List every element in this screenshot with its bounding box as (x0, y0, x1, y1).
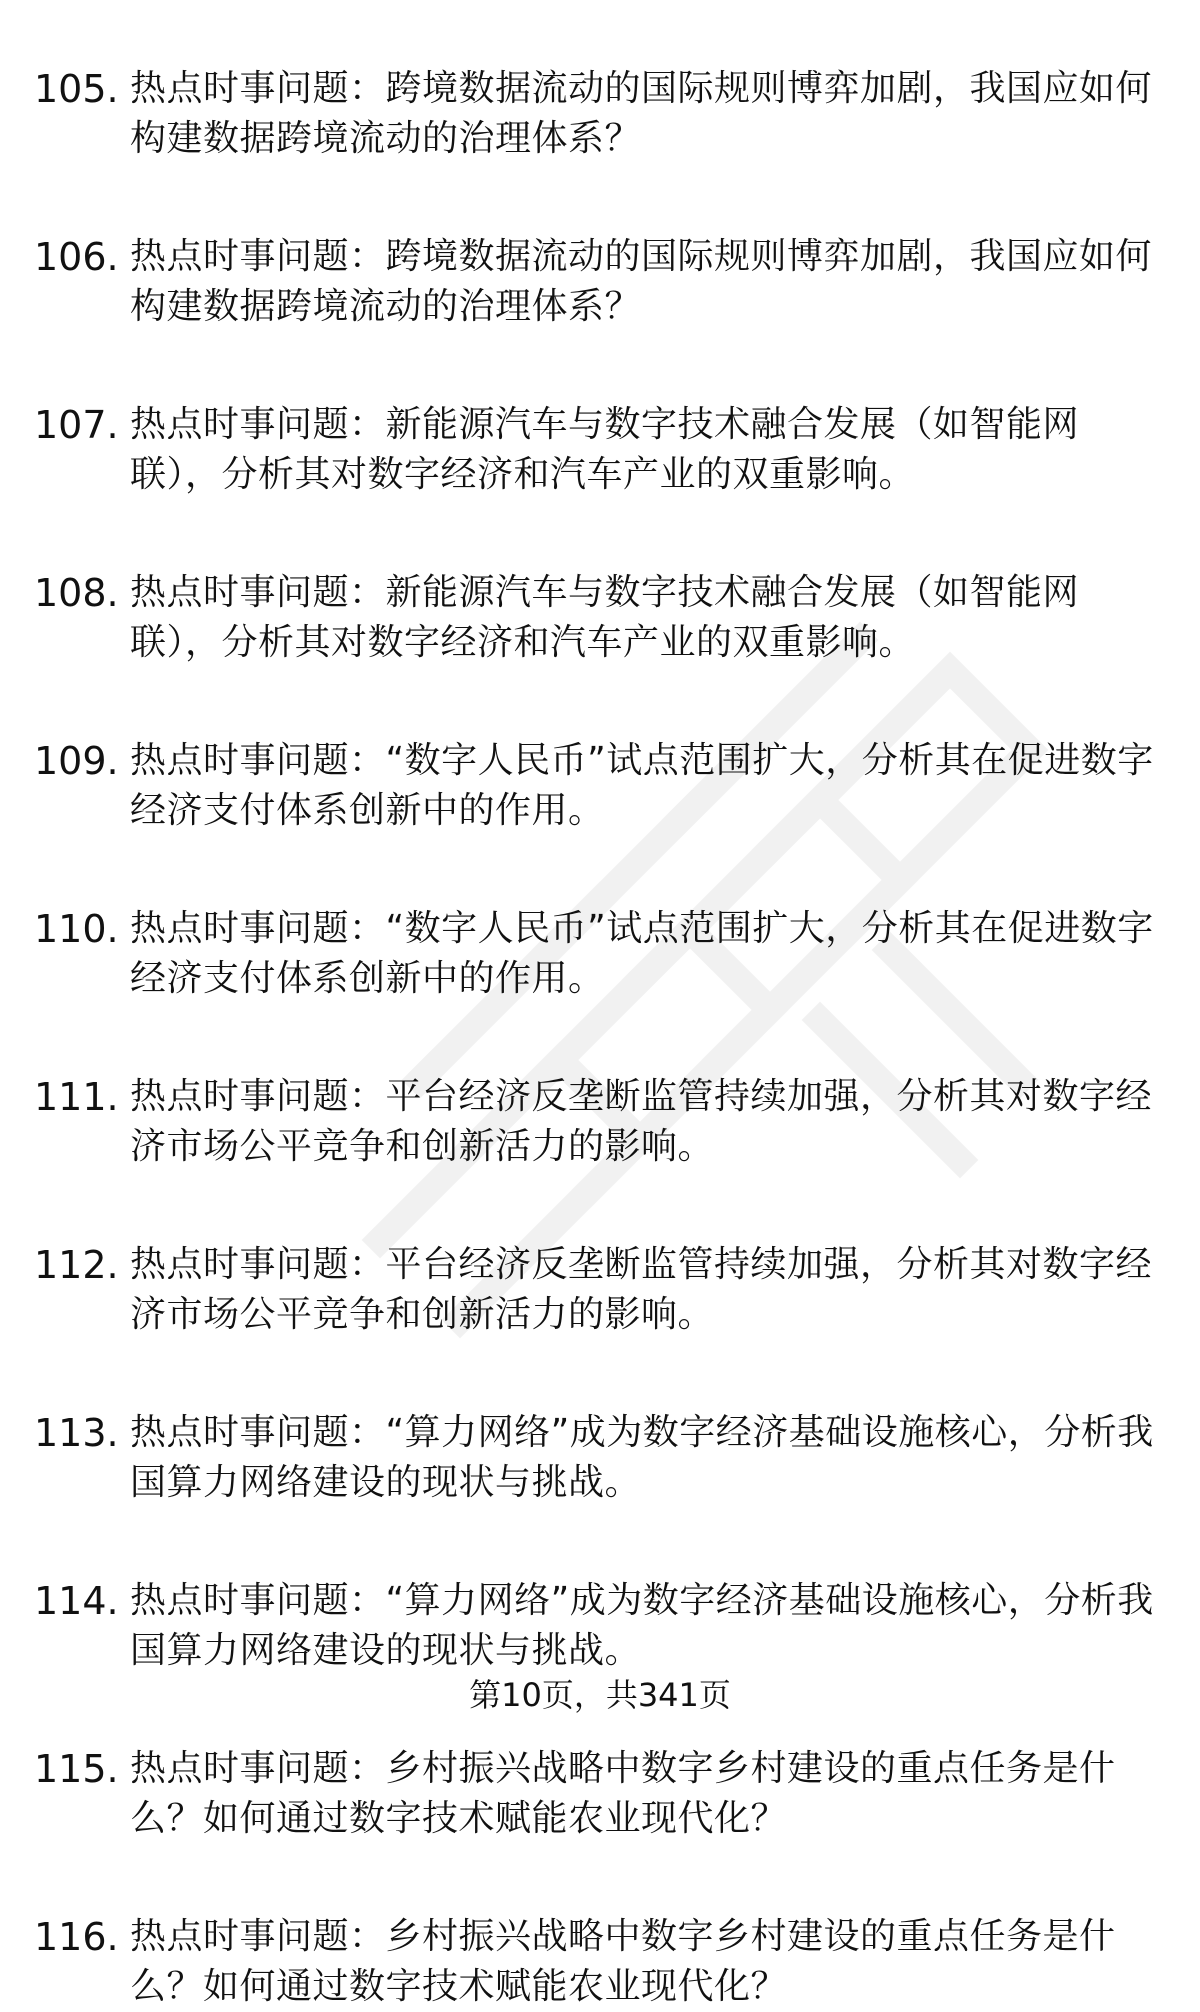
list-item (34, 400, 1164, 500)
question-list (34, 64, 1164, 2012)
item-number: 112. (34, 1243, 119, 1287)
item-number: 114. (34, 1579, 119, 1623)
list-item (34, 904, 1164, 1004)
item-number: 106. (34, 235, 119, 279)
list-item (34, 1912, 1164, 2012)
item-text: 热点时事问题：新能源汽车与数字技术融合发展（如智能网联），分析其对数字经济和汽车产业的双重影响。 (130, 404, 1080, 495)
item-text: 热点时事问题：“算力网络”成为数字经济基础设施核心，分析我国算力网络建设的现状与挑战。 (130, 1580, 1154, 1671)
item-number: 115. (34, 1747, 119, 1791)
item-text: 热点时事问题：平台经济反垄断监管持续加强，分析其对数字经济市场公平竞争和创新活力的影响。 (130, 1244, 1153, 1335)
list-item (34, 1072, 1164, 1172)
item-text: 热点时事问题：“数字人民币”试点范围扩大，分析其在促进数字经济支付体系创新中的作用。 (130, 908, 1154, 999)
item-text: 热点时事问题：“数字人民币”试点范围扩大，分析其在促进数字经济支付体系创新中的作用。 (130, 740, 1154, 831)
list-item (34, 568, 1164, 668)
item-number: 109. (34, 739, 119, 783)
item-text: 热点时事问题：平台经济反垄断监管持续加强，分析其对数字经济市场公平竞争和创新活力的影响。 (130, 1076, 1153, 1167)
list-item (34, 64, 1164, 164)
item-number: 105. (34, 67, 119, 111)
item-text: 热点时事问题：新能源汽车与数字技术融合发展（如智能网联），分析其对数字经济和汽车产业的双重影响。 (130, 572, 1080, 663)
item-text: 热点时事问题：跨境数据流动的国际规则博弈加剧，我国应如何构建数据跨境流动的治理体系？ (130, 236, 1153, 327)
list-item (34, 1240, 1164, 1340)
item-number: 113. (34, 1411, 119, 1455)
page-footer: 第10页，共341页 (469, 1676, 731, 1714)
item-text: 热点时事问题：“算力网络”成为数字经济基础设施核心，分析我国算力网络建设的现状与挑战。 (130, 1412, 1154, 1503)
list-item (34, 736, 1164, 836)
item-number: 110. (34, 907, 119, 951)
list-item (34, 232, 1164, 332)
item-number: 108. (34, 571, 119, 615)
item-number: 116. (34, 1915, 119, 1959)
list-item (34, 1744, 1164, 1844)
item-text: 热点时事问题：乡村振兴战略中数字乡村建设的重点任务是什么？如何通过数字技术赋能农业现代化？ (130, 1748, 1116, 1839)
item-text: 热点时事问题：乡村振兴战略中数字乡村建设的重点任务是什么？如何通过数字技术赋能农业现代化？ (130, 1916, 1116, 2007)
list-item (34, 1576, 1164, 1676)
item-number: 111. (34, 1075, 119, 1119)
item-number: 107. (34, 403, 119, 447)
list-item (34, 1408, 1164, 1508)
item-text: 热点时事问题：跨境数据流动的国际规则博弈加剧，我国应如何构建数据跨境流动的治理体系？ (130, 68, 1153, 159)
